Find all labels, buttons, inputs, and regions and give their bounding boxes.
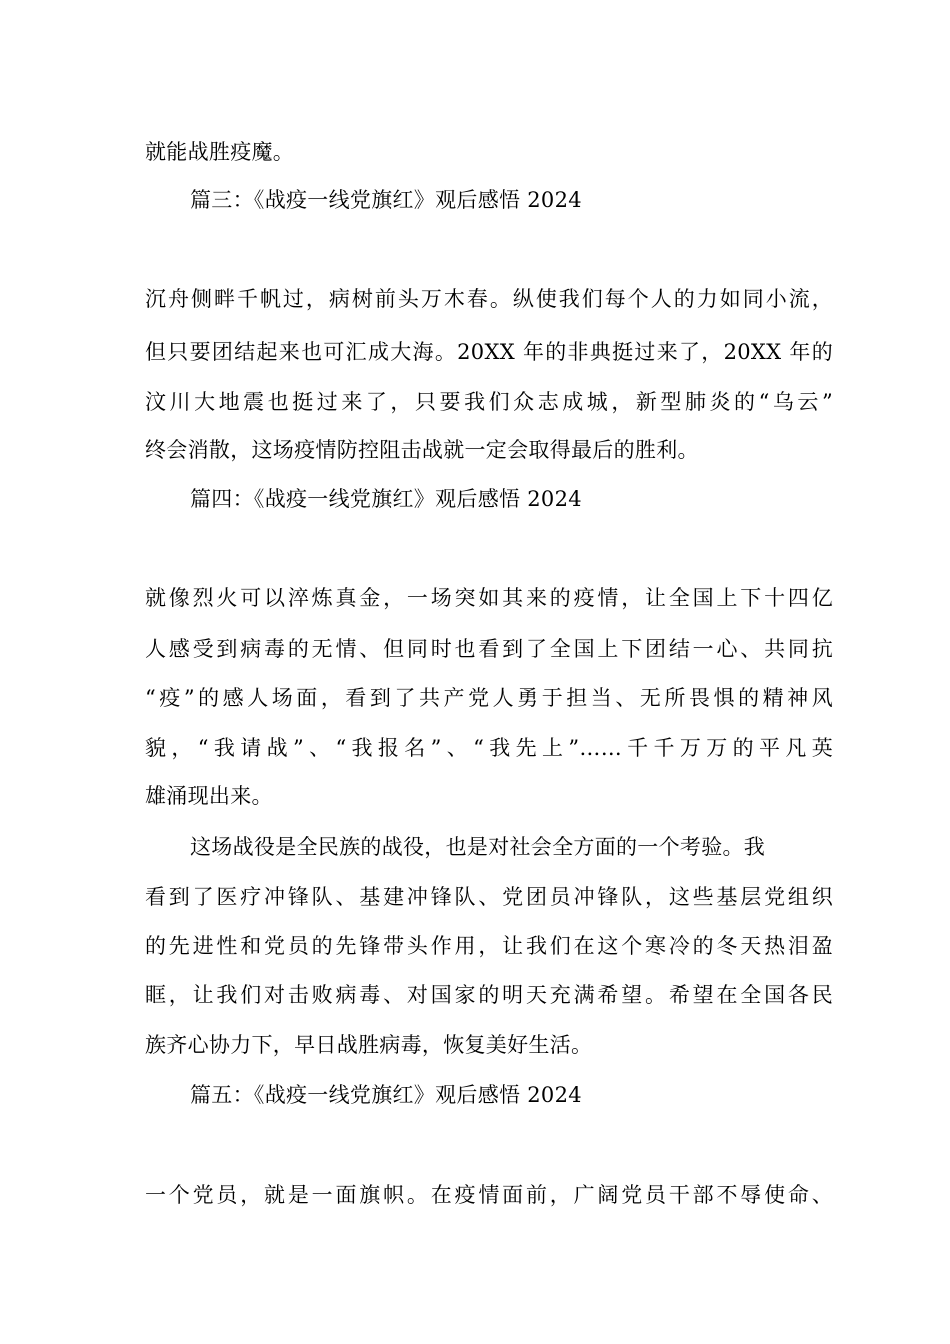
paragraph-line: 这场战役是全民族的战役，也是对社会全方面的一个考验。我 (190, 835, 766, 859)
paragraph-line: 终会消散，这场疫情防控阻击战就一定会取得最后的胜利。 (145, 438, 699, 462)
section-heading-3: 篇三：《战疫一线党旗红》观后感悟 2024 (190, 188, 582, 212)
paragraph-line: 就像烈火可以淬炼真金，一场突如其来的疫情，让全国上下十四亿 (145, 586, 833, 610)
paragraph-line: 沉舟侧畔千帆过，病树前头万木春。纵使我们每个人的力如同小流， (145, 287, 833, 311)
paragraph-line: 一个党员，就是一面旗帜。在疫情面前，广阔党员干部不辱使命、 (145, 1183, 833, 1207)
section-heading-4: 篇四：《战疫一线党旗红》观后感悟 2024 (190, 487, 582, 511)
paragraph-line: 人感受到病毒的无情、但同时也看到了全国上下团结一心、共同抗 (145, 637, 833, 661)
paragraph-line: 雄涌现出来。 (145, 784, 273, 808)
paragraph-line: 汶川大地震也挺过来了，只要我们众志成城，新型肺炎的“乌云” (145, 390, 833, 414)
paragraph-line: 看到了医疗冲锋队、基建冲锋队、党团员冲锋队，这些基层党组织 (145, 885, 833, 909)
paragraph-line: 貌，“我请战”、“我报名”、“我先上”……千千万万的平凡英 (145, 736, 833, 760)
paragraph-line: 但只要团结起来也可汇成大海。20XX 年的非典挺过来了，20XX 年的 (145, 340, 833, 364)
paragraph-line: “疫”的感人场面，看到了共产党人勇于担当、无所畏惧的精神风 (145, 686, 833, 710)
paragraph-line: 的先进性和党员的先锋带头作用，让我们在这个寒冷的冬天热泪盈 (145, 934, 833, 958)
paragraph-line: 族齐心协力下，早日战胜病毒，恢复美好生活。 (145, 1033, 593, 1057)
paragraph-line: 眶，让我们对击败病毒、对国家的明天充满希望。希望在全国各民 (145, 983, 833, 1007)
section-heading-5: 篇五：《战疫一线党旗红》观后感悟 2024 (190, 1083, 582, 1107)
paragraph-line: 就能战胜疫魔。 (145, 140, 295, 164)
